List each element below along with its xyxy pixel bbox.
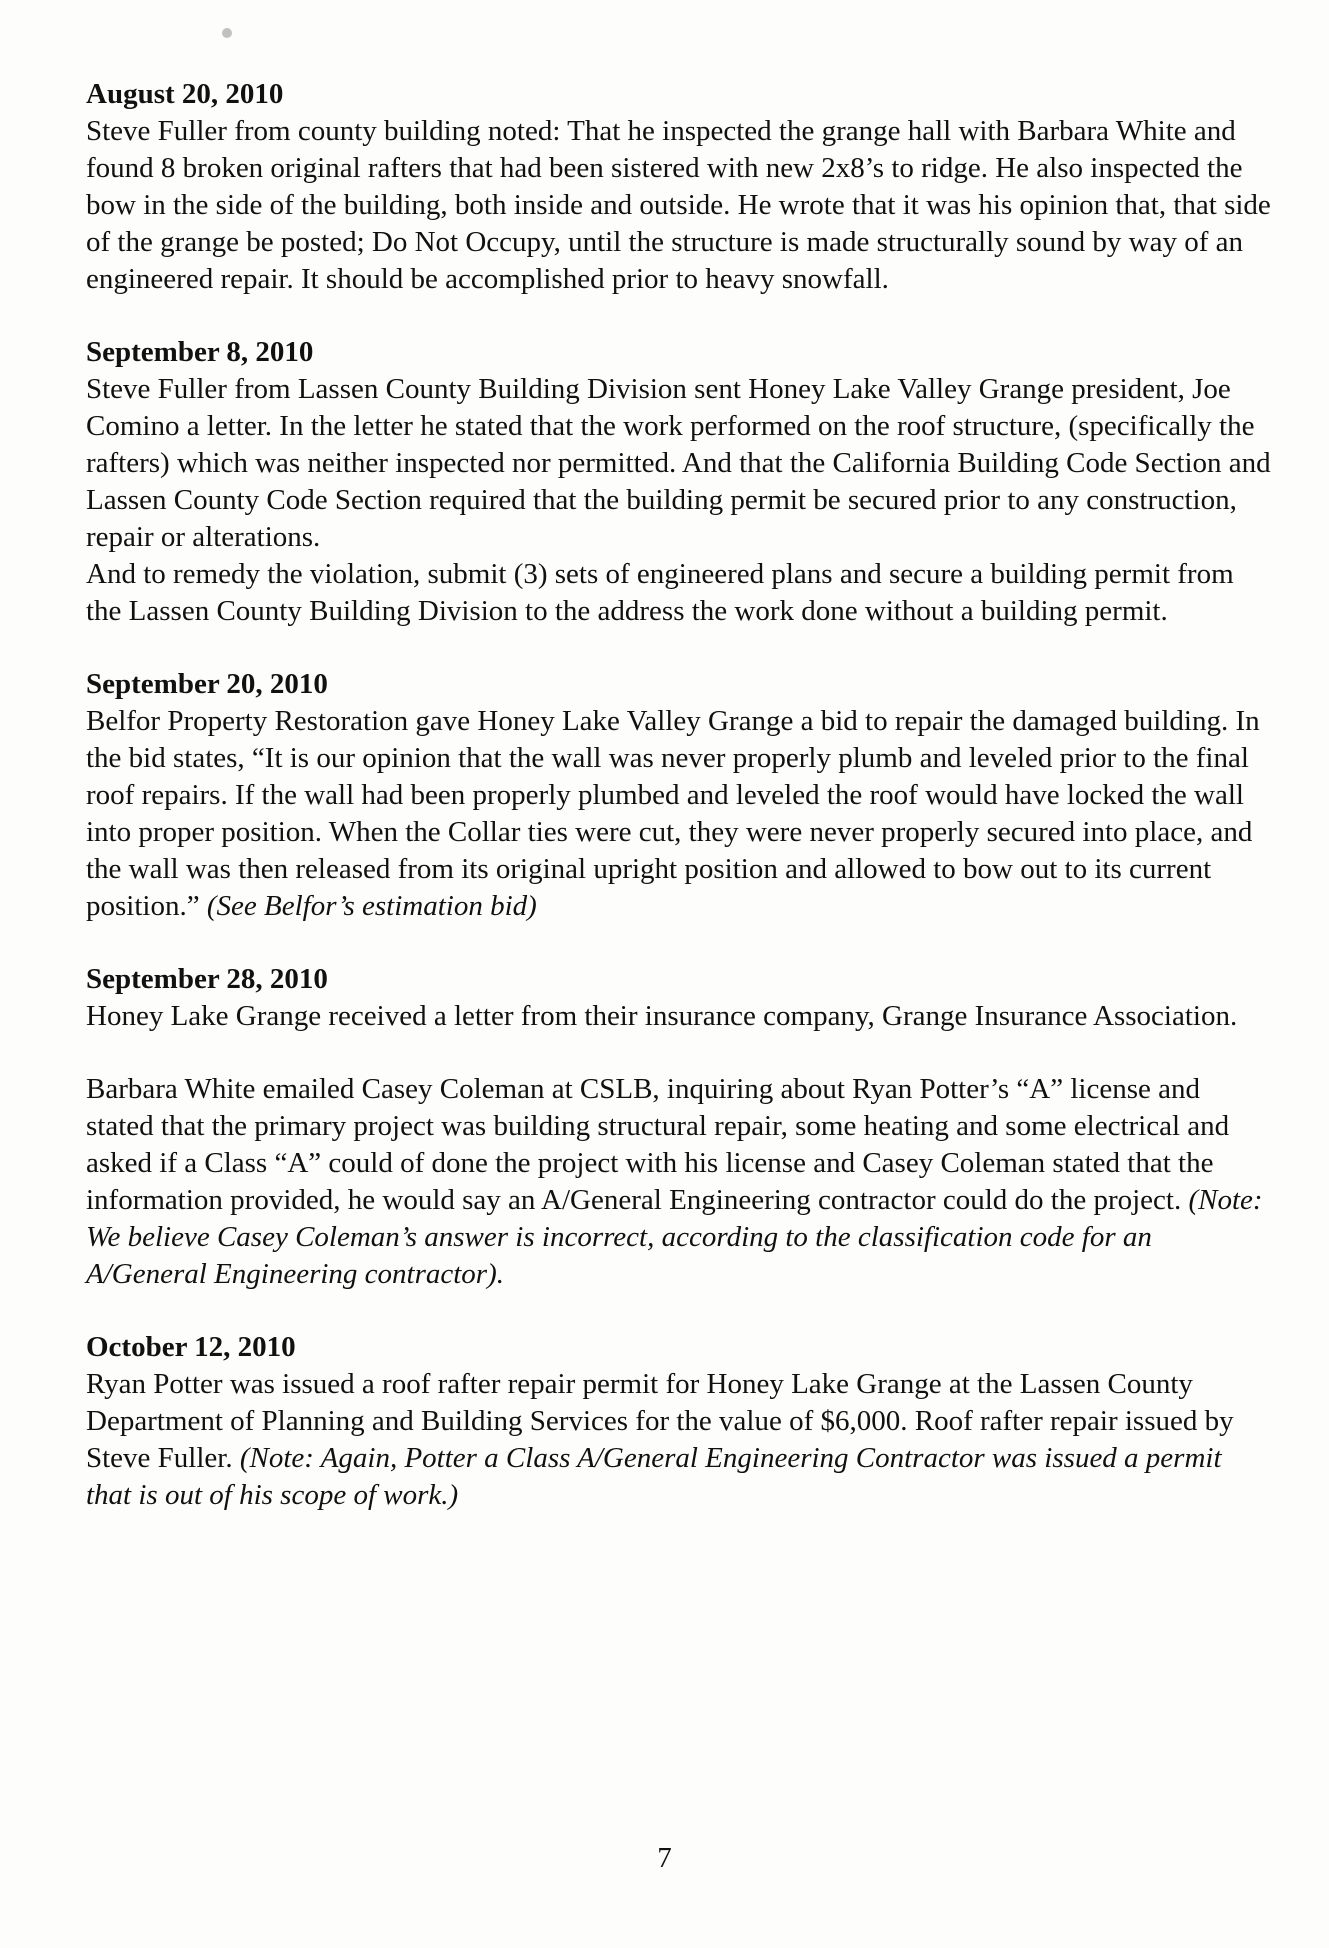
scan-speck <box>222 28 232 38</box>
entry-note: (See Belfor’s estimation bid) <box>206 890 537 922</box>
entry-paragraph: Steve Fuller from county building noted: That he inspected the grange hall with Barbara White and found 8 broken original rafters that had been sistered with new 2x8’s to ridge. He also inspected the bow in the side of the building, both inside and outside. He wrote that it was his opinion that, that side of the grange be posted; Do Not Occupy, until the structure is made structurally sound by way of an engineered repair. It should be accomplished prior to heavy snowfall. <box>86 115 1271 295</box>
entry-paragraph: And to remedy the violation, submit (3) sets of engineered plans and secure a building permit from the Lassen County Building Division to the address the work done without a building permit. <box>86 558 1234 627</box>
entry-paragraph: Honey Lake Grange received a letter from their insurance company, Grange Insurance Association. <box>86 1000 1238 1032</box>
entry-paragraph: Belfor Property Restoration gave Honey Lake Valley Grange a bid to repair the damaged building. In the bid states, “It is our opinion that the wall was never properly plumb and leveled prior to the final roof repairs. If the wall had been properly plumbed and leveled the roof would have locked the wall into proper position. When the Collar ties were cut, they were never properly secured into place, and the wall was then released from its original upright position and allowed to bow out to its current position.” (See Belfor’s estimation bid) <box>86 705 1260 922</box>
page-number: 7 <box>657 1842 672 1874</box>
entry-september-28 <box>86 961 1271 1035</box>
entry-cslb-email <box>86 1071 1271 1293</box>
entry-paragraph: Ryan Potter was issued a roof rafter repair permit for Honey Lake Grange at the Lassen County Department of Planning and Building Services for the value of $6,000. Roof rafter repair issued by Steve Fuller. (Note: Again, Potter a Class A/General Engineering Contractor was issued a permit that is out of his scope of work.) <box>86 1368 1234 1511</box>
entry-date: September 20, 2010 <box>86 668 328 700</box>
entry-paragraph: Steve Fuller from Lassen County Building Division sent Honey Lake Valley Grange president, Joe Comino a letter. In the letter he stated that the work performed on the roof structure, (specifically the rafters) which was neither inspected nor permitted. And that the California Building Code Section and Lassen County Code Section required that the building permit be secured prior to any construction, repair or alterations. <box>86 373 1271 553</box>
entry-date: September 28, 2010 <box>86 963 328 995</box>
entry-date: August 20, 2010 <box>86 78 284 110</box>
document-body <box>86 76 1271 1550</box>
entry-august-20 <box>86 76 1271 298</box>
entry-paragraph: Barbara White emailed Casey Coleman at CSLB, inquiring about Ryan Potter’s “A” license and stated that the primary project was building structural repair, some heating and some electrical and asked if a Class “A” could of done the project with his license and Casey Coleman stated that the information provided, he would say an A/General Engineering contractor could do the project. (Note: We believe Casey Coleman’s answer is incorrect, according to the classification code for an A/General Engineering contractor). <box>86 1073 1263 1290</box>
entry-september-8 <box>86 334 1271 630</box>
entry-september-20 <box>86 666 1271 925</box>
entry-date: September 8, 2010 <box>86 336 314 368</box>
entry-date: October 12, 2010 <box>86 1331 296 1363</box>
entry-october-12 <box>86 1329 1271 1514</box>
entry-note: (Note: Again, Potter a Class A/General Engineering Contractor was issued a permit that is out of his scope of work.) <box>86 1442 1222 1511</box>
entry-note: (Note: We believe Casey Coleman’s answer is incorrect, according to the classification code for an A/General Engineering contractor). <box>86 1184 1263 1290</box>
